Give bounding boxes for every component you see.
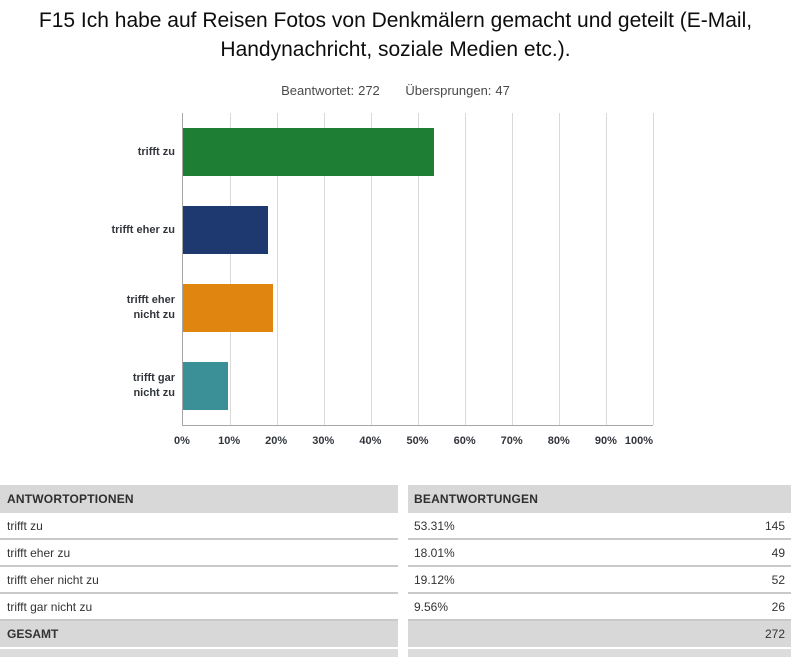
- x-tick-label: 50%: [406, 435, 429, 447]
- x-tick-label: 90%: [594, 435, 617, 447]
- category-label: trifft zu: [137, 145, 175, 158]
- count-value: 49: [771, 545, 785, 560]
- count-value: 52: [771, 572, 785, 587]
- responses-cell: [408, 540, 791, 567]
- percent-value: 19.12%: [414, 572, 455, 587]
- column-divider: [398, 567, 408, 594]
- x-tick-label: 60%: [453, 435, 476, 447]
- column-divider: [398, 540, 408, 567]
- count-value: 26: [771, 599, 785, 614]
- x-tick-label: 100%: [624, 435, 653, 447]
- x-tick-label: 40%: [359, 435, 382, 447]
- skipped-label: Übersprungen:: [405, 83, 492, 98]
- table-row: [0, 540, 791, 567]
- x-tick-label: 30%: [312, 435, 335, 447]
- x-tick-label: 0%: [174, 435, 190, 447]
- x-tick-label: 70%: [500, 435, 523, 447]
- column-divider: [398, 649, 408, 657]
- chart-band: [183, 347, 653, 425]
- responses-column-header-label: BEANTWORTUNGEN: [414, 492, 539, 506]
- responses-cell: [408, 567, 791, 594]
- answer-option-cell: trifft gar nicht zu: [0, 594, 398, 621]
- answer-option-cell: trifft zu: [0, 513, 398, 540]
- skipped-value: 47: [495, 83, 510, 98]
- answer-option-cell: trifft eher zu: [0, 540, 398, 567]
- percent-value: 9.56%: [414, 599, 449, 614]
- chart-band: [183, 113, 653, 191]
- column-divider: [398, 485, 408, 513]
- responses-cell: [408, 513, 791, 540]
- chart-bar: [183, 362, 228, 410]
- category-label: trifft eher zu: [111, 223, 175, 236]
- total-count-cell: [408, 621, 791, 647]
- results-table: [0, 485, 791, 657]
- table-row: [0, 594, 791, 621]
- chart-bar: [183, 284, 273, 332]
- table-header-row: [0, 485, 791, 513]
- chart-band: [183, 191, 653, 269]
- column-divider: [398, 594, 408, 621]
- answer-options-column-header: ANTWORTOPTIONEN: [0, 485, 398, 513]
- column-divider: [398, 513, 408, 540]
- total-count: 272: [764, 627, 785, 641]
- category-label: trifft eher nicht zu: [126, 294, 175, 321]
- x-tick-label: 10%: [218, 435, 241, 447]
- table-body: [0, 513, 791, 621]
- next-table-partial-cell: [408, 649, 791, 657]
- question-title: F15 Ich habe auf Reisen Fotos von Denkmälern gemacht und geteilt (E-Mail, Handynachricht, soziale Medien etc.).: [38, 9, 753, 61]
- table-total-row: [0, 621, 791, 647]
- count-value: 145: [764, 518, 785, 533]
- x-tick-label: 20%: [265, 435, 288, 447]
- x-axis-tick-labels: [174, 426, 653, 450]
- next-table-partial-cell: [0, 649, 398, 657]
- total-label-cell: GESAMT: [0, 621, 398, 647]
- percent-value: 18.01%: [414, 545, 455, 560]
- chart-plot-area: [182, 113, 653, 426]
- table-row: [0, 513, 791, 540]
- percent-value: 53.31%: [414, 518, 455, 533]
- table-row: [0, 567, 791, 594]
- response-stats: [0, 83, 791, 98]
- answered-value: 272: [358, 83, 380, 98]
- responses-cell: [408, 594, 791, 621]
- x-tick-label: 80%: [547, 435, 570, 447]
- chart-band: [183, 269, 653, 347]
- column-divider: [398, 621, 408, 647]
- answer-option-cell: trifft eher nicht zu: [0, 567, 398, 594]
- answered-label: Beantwortet:: [281, 83, 355, 98]
- next-table-partial-strip: [0, 649, 791, 657]
- chart-bar: [183, 206, 268, 254]
- chart-category-labels: [0, 113, 182, 426]
- chart-bars: [183, 113, 653, 425]
- responses-column-header: [408, 485, 791, 513]
- skipped-stat: [405, 83, 509, 98]
- gridline: [653, 113, 654, 425]
- horizontal-bar-chart: [0, 113, 791, 426]
- chart-bar: [183, 128, 434, 176]
- answered-stat: [281, 83, 380, 98]
- category-label: trifft gar nicht zu: [132, 372, 175, 399]
